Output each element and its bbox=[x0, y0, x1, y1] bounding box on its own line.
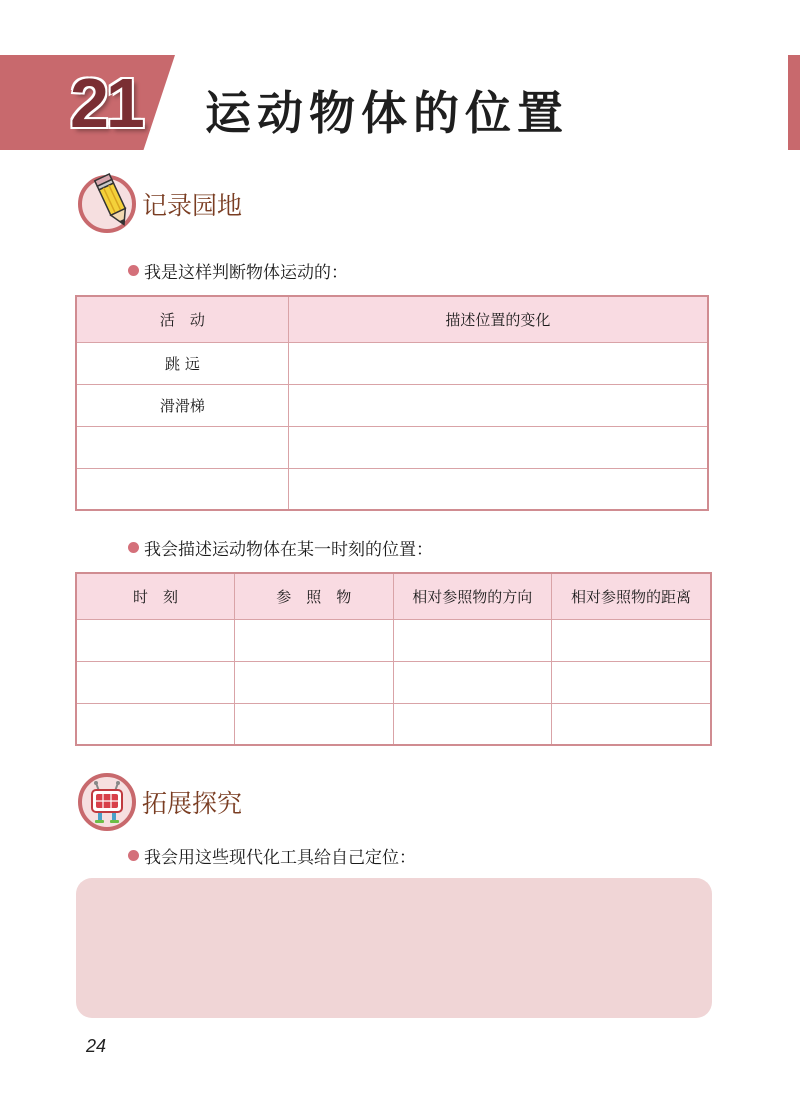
answer-cell[interactable] bbox=[235, 703, 394, 745]
lesson-title: 运动物体的位置 bbox=[205, 86, 569, 140]
answer-cell[interactable] bbox=[76, 619, 235, 661]
answer-cell[interactable] bbox=[288, 384, 708, 426]
answer-cell[interactable] bbox=[76, 703, 235, 745]
answer-cell[interactable] bbox=[393, 703, 551, 745]
answer-cell[interactable] bbox=[552, 619, 712, 661]
table-row bbox=[76, 703, 711, 745]
answer-cell[interactable] bbox=[552, 703, 712, 745]
answer-cell[interactable] bbox=[235, 619, 394, 661]
page-number: 24 bbox=[86, 1036, 107, 1056]
answer-cell[interactable] bbox=[288, 426, 708, 468]
table-row bbox=[76, 661, 711, 703]
answer-cell[interactable] bbox=[552, 661, 712, 703]
table-header-direction: 相对参照物的方向 bbox=[393, 573, 551, 619]
lesson-number: 21 bbox=[70, 64, 142, 142]
explore-section-title: 拓展探究 bbox=[142, 789, 243, 818]
motion-judgement-table bbox=[75, 295, 709, 511]
activity-cell[interactable] bbox=[76, 426, 288, 468]
banner-edge-strip bbox=[788, 55, 800, 150]
prompt-describe-position bbox=[128, 535, 433, 560]
answer-cell[interactable] bbox=[288, 342, 708, 384]
table-row bbox=[76, 619, 711, 661]
table-header-activity: 活 动 bbox=[76, 296, 288, 342]
table-row bbox=[76, 342, 708, 384]
table-row bbox=[76, 426, 708, 468]
activity-cell[interactable] bbox=[76, 468, 288, 510]
answer-cell[interactable] bbox=[76, 661, 235, 703]
table-row bbox=[76, 384, 708, 426]
prompt-judge-motion bbox=[128, 258, 348, 283]
answer-cell[interactable] bbox=[393, 619, 551, 661]
answer-cell[interactable] bbox=[235, 661, 394, 703]
activity-cell: 滑滑梯 bbox=[76, 384, 288, 426]
answer-box[interactable] bbox=[76, 878, 712, 1018]
table-header-reference: 参 照 物 bbox=[235, 573, 394, 619]
lesson-banner bbox=[0, 55, 800, 150]
position-description-table bbox=[75, 572, 712, 746]
activity-cell: 跳 远 bbox=[76, 342, 288, 384]
table-header-distance: 相对参照物的距离 bbox=[552, 573, 712, 619]
bullet-dot bbox=[128, 265, 139, 276]
bullet-dot bbox=[128, 850, 139, 861]
record-section-heading bbox=[78, 175, 242, 233]
prompt-text: 我是这样判断物体运动的： bbox=[144, 263, 348, 283]
record-section-title: 记录园地 bbox=[142, 191, 243, 220]
pencil-icon bbox=[78, 175, 136, 233]
table-header-position-change: 描述位置的变化 bbox=[288, 296, 708, 342]
explore-section-heading bbox=[78, 773, 242, 831]
bullet-dot bbox=[128, 542, 139, 553]
table-header-moment: 时 刻 bbox=[76, 573, 235, 619]
table-row bbox=[76, 468, 708, 510]
answer-cell[interactable] bbox=[288, 468, 708, 510]
robot-icon bbox=[78, 773, 136, 831]
answer-cell[interactable] bbox=[393, 661, 551, 703]
prompt-text: 我会描述运动物体在某一时刻的位置： bbox=[144, 540, 433, 560]
prompt-modern-tools bbox=[128, 843, 416, 868]
prompt-text: 我会用这些现代化工具给自己定位： bbox=[144, 848, 416, 868]
